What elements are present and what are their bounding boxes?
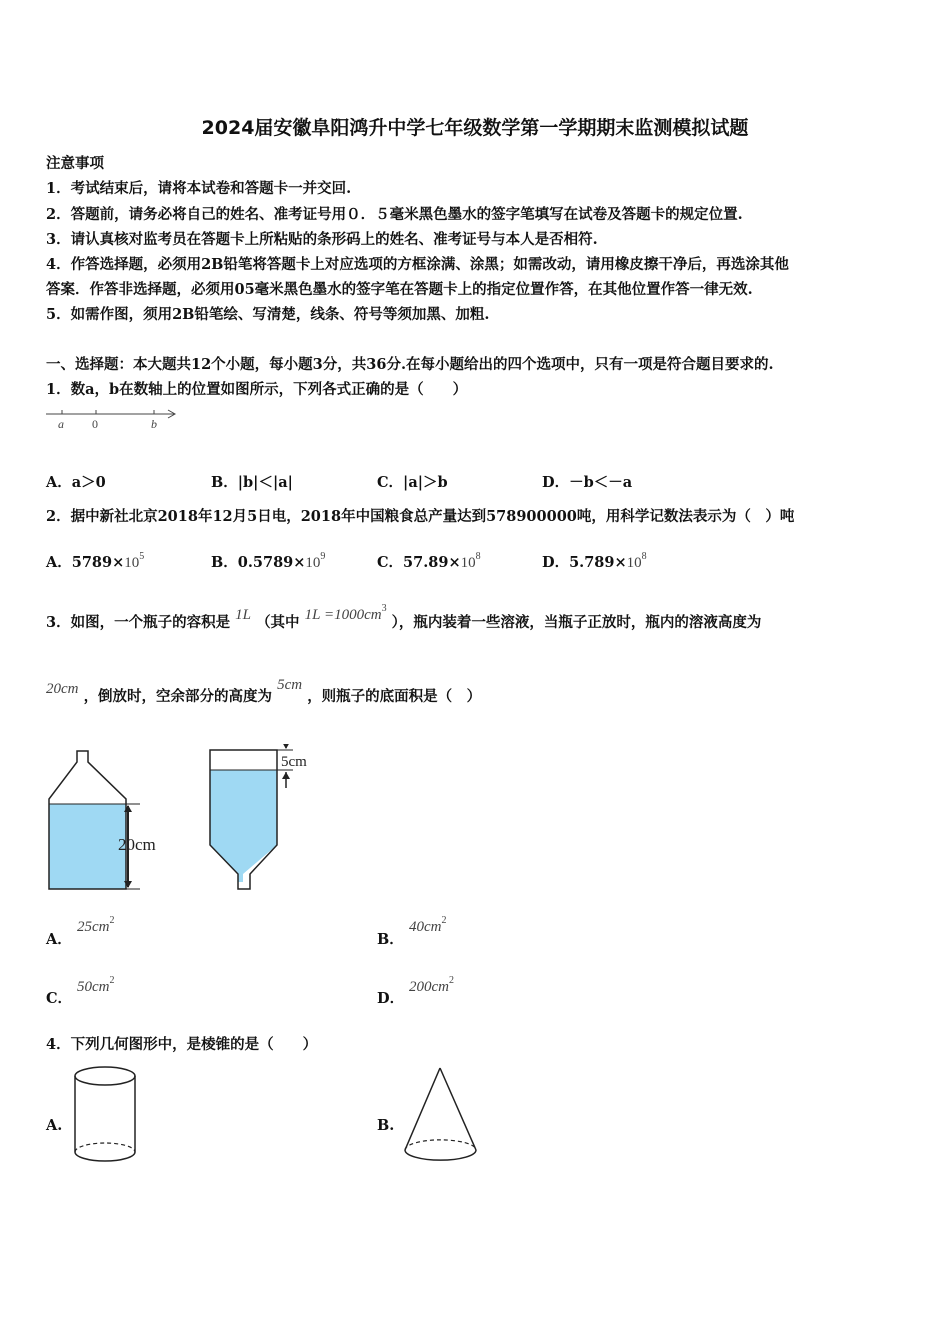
notice-item: 答案．作答非选择题，必须用05毫米黑色墨水的签字笔在答题卡上的指定位置作答，在其他位置作答一律无效.	[46, 281, 753, 298]
q2-option-d: D．$5.789\times 10^8$	[542, 551, 647, 571]
notice-heading: 注意事项	[46, 155, 104, 172]
bottle-figure	[40, 744, 340, 900]
cylinder-figure	[70, 1064, 142, 1166]
q3-option-a-letter: A．	[46, 931, 72, 948]
page-title: 2024届安徽阜阳鸿升中学七年级数学第一学期期末监测模拟试题	[201, 117, 749, 139]
q3-option-c-letter: C．	[46, 990, 73, 1007]
question-1-stem: 1．数a，b在数轴上的位置如图所示，下列各式正确的是（ ）	[46, 381, 468, 398]
axis-label-zero: 0	[92, 417, 98, 431]
notice-item: 4．作答选择题，必须用2B铅笔将答题卡上对应选项的方框涂满、涂黑；如需改动，请用橡皮擦干净后，再选涂其他	[46, 256, 789, 273]
q2-option-a: A．$5789\times 10^5$	[46, 551, 145, 571]
q2-option-c: C．$57.89\times 10^8$	[377, 551, 481, 571]
section-heading: 一、选择题：本大题共12个小题，每小题3分，共36分.在每小题给出的四个选项中，只有一项是符合题目要求的.	[46, 356, 774, 373]
q3-option-b-value: $40cm^2$	[409, 915, 447, 935]
q1-option-c: C．|a|＞b	[377, 474, 448, 491]
liquid-upright	[49, 804, 126, 889]
q1-option-a: A．a＞0	[46, 474, 106, 491]
fig-label-5cm: 5cm	[281, 754, 307, 770]
question-4-stem: 4．下列几何图形中，是棱锥的是（ ）	[46, 1036, 318, 1053]
question-3-stem-line1: 3．如图，一个瓶子的容积是 1L （其中 $1L =1000cm^3$ ），瓶内装着一些溶液，当瓶子正放时，瓶内的溶液高度为	[46, 603, 762, 631]
q3-option-b-letter: B．	[377, 931, 404, 948]
notice-item: 1．考试结束后，请将本试卷和答题卡一并交回.	[46, 180, 352, 197]
axis-label-a: a	[58, 417, 64, 431]
q1-option-d: D．－b＜－a	[542, 474, 633, 491]
q4-option-a-letter: A.	[46, 1117, 63, 1134]
q2-option-b: B．$0.5789\times 10^9$	[211, 551, 326, 571]
q3-option-d-value: $200cm^2$	[409, 975, 454, 995]
q1-option-b: B．|b|＜|a|	[211, 474, 293, 491]
question-3-stem-line2: 20cm ，倒放时，空余部分的高度为 5cm ，则瓶子的底面积是（ ）	[46, 677, 482, 705]
axis-label-b: b	[151, 417, 157, 431]
q3-option-d-letter: D．	[377, 990, 405, 1007]
q4-option-b-letter: B.	[377, 1117, 395, 1134]
q3-option-a-value: $25cm^2$	[77, 915, 115, 935]
notice-item: 5．如需作图，须用2B铅笔绘、写清楚，线条、符号等须加黑、加粗.	[46, 306, 490, 323]
cone-figure	[400, 1064, 482, 1166]
fig-label-20cm: 20cm	[118, 835, 156, 854]
number-line-figure	[44, 404, 184, 432]
notice-item: 3．请认真核对监考员在答题卡上所粘贴的条形码上的姓名、准考证号与本人是否相符.	[46, 231, 598, 248]
notice-item: 2．答题前，请务必将自己的姓名、准考证号用０．５毫米黑色墨水的签字笔填写在试卷及答题卡的规定位置.	[46, 206, 743, 223]
q3-option-c-value: $50cm^2$	[77, 975, 115, 995]
question-2-stem: 2．据中新社北京2018年12月5日电，2018年中国粮食总产量达到578900000吨，用科学记数法表示为（ ）吨	[46, 508, 795, 525]
